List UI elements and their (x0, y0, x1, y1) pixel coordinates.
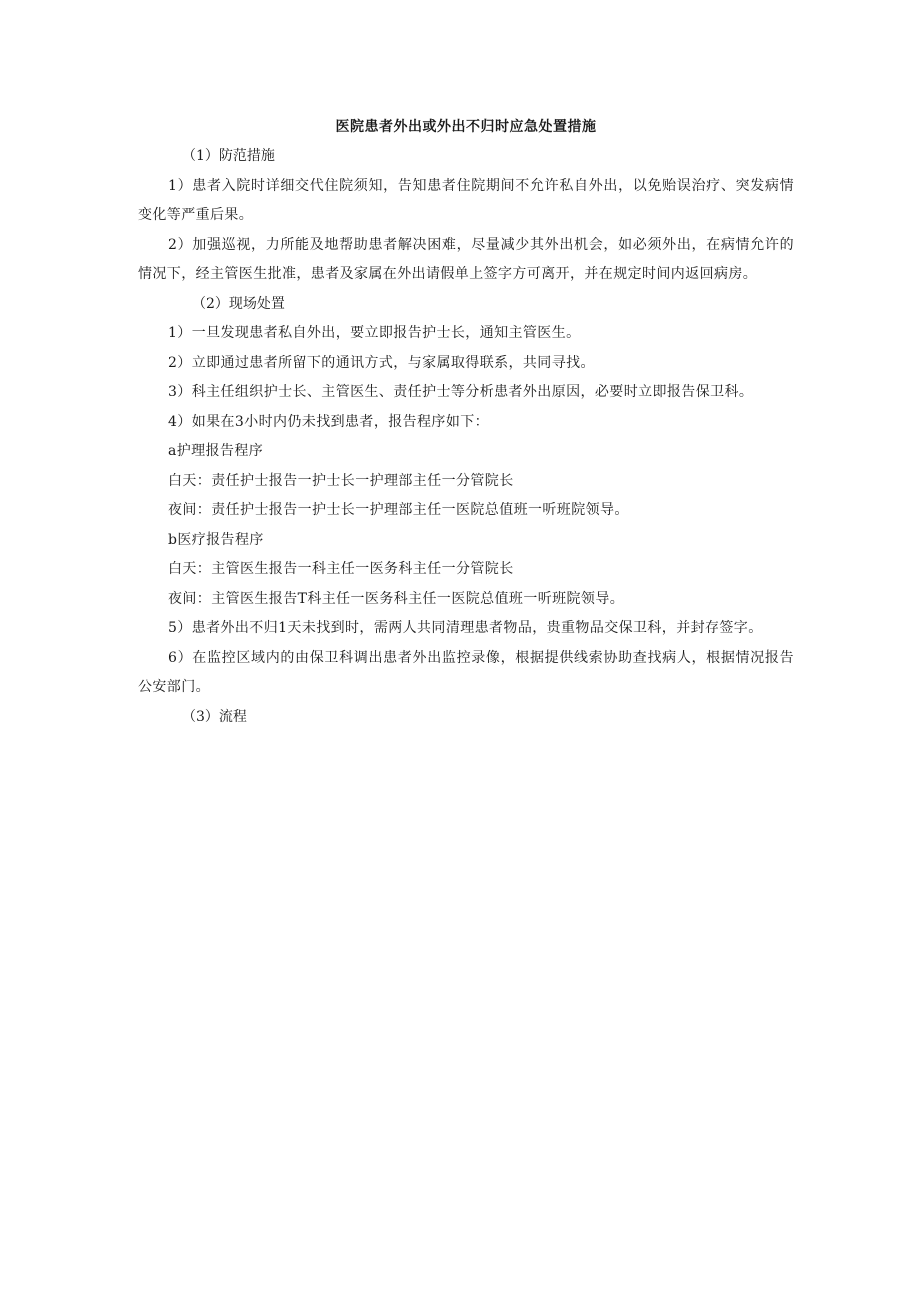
document-page (138, 112, 794, 732)
nursing-report-day: 白天：责任护士报告一护士长一护理部主任一分管院长 (168, 472, 514, 489)
handling-item-3: 3）科主任组织护士长、主管医生、责任护士等分析患者外出原因，必要时立即报告保卫科。 (168, 384, 754, 400)
prevention-item-1: 1）患者入院时详细交代住院须知，告知患者住院期间不允许私自外出，以免贻误治疗、突发病情变化等严重后果。 (138, 177, 794, 223)
nursing-report-heading: a护理报告程序 (168, 443, 264, 459)
medical-report-night: 夜间：主管医生报告T科主任一医务科主任一医院总值班一听班院领导。 (168, 590, 625, 607)
handling-item-2: 2）立即通过患者所留下的通讯方式，与家属取得联系，共同寻找。 (168, 354, 595, 371)
section-heading-prevention: （1）防范措施 (182, 148, 275, 164)
section-heading-process: （3）流程 (182, 708, 247, 725)
prevention-item-2: 2）加强巡视，力所能及地帮助患者解决困难，尽量减少其外出机会，如必须外出，在病情允许的情况下，经主管医生批准，患者及家属在外出请假单上签字方可离开，并在规定时间内返回病房。 (138, 236, 794, 282)
document-title: 医院患者外出或外出不归时应急处置措施 (335, 119, 597, 135)
handling-item-1: 1）一旦发现患者私自外出，要立即报告护士长，通知主管医生。 (168, 325, 581, 341)
section-heading-onsite-handling: （2）现场处置 (192, 295, 285, 312)
nursing-report-night: 夜间：责任护士报告一护士长一护理部主任一医院总值班一听班院领导。 (168, 502, 629, 518)
medical-report-day: 白天：主管医生报告一科主任一医务科主任一分管院长 (168, 561, 514, 577)
handling-item-6: 6）在监控区域内的由保卫科调出患者外出监控录像，根据提供线索协助查找病人，根据情况报告公安部门。 (138, 649, 794, 695)
handling-item-4: 4）如果在3小时内仍未找到患者，报告程序如下： (168, 413, 490, 430)
handling-item-5: 5）患者外出不归1天未找到时，需两人共同清理患者物品，贵重物品交保卫科，并封存签字。 (168, 620, 763, 636)
medical-report-heading: b医疗报告程序 (168, 531, 264, 548)
